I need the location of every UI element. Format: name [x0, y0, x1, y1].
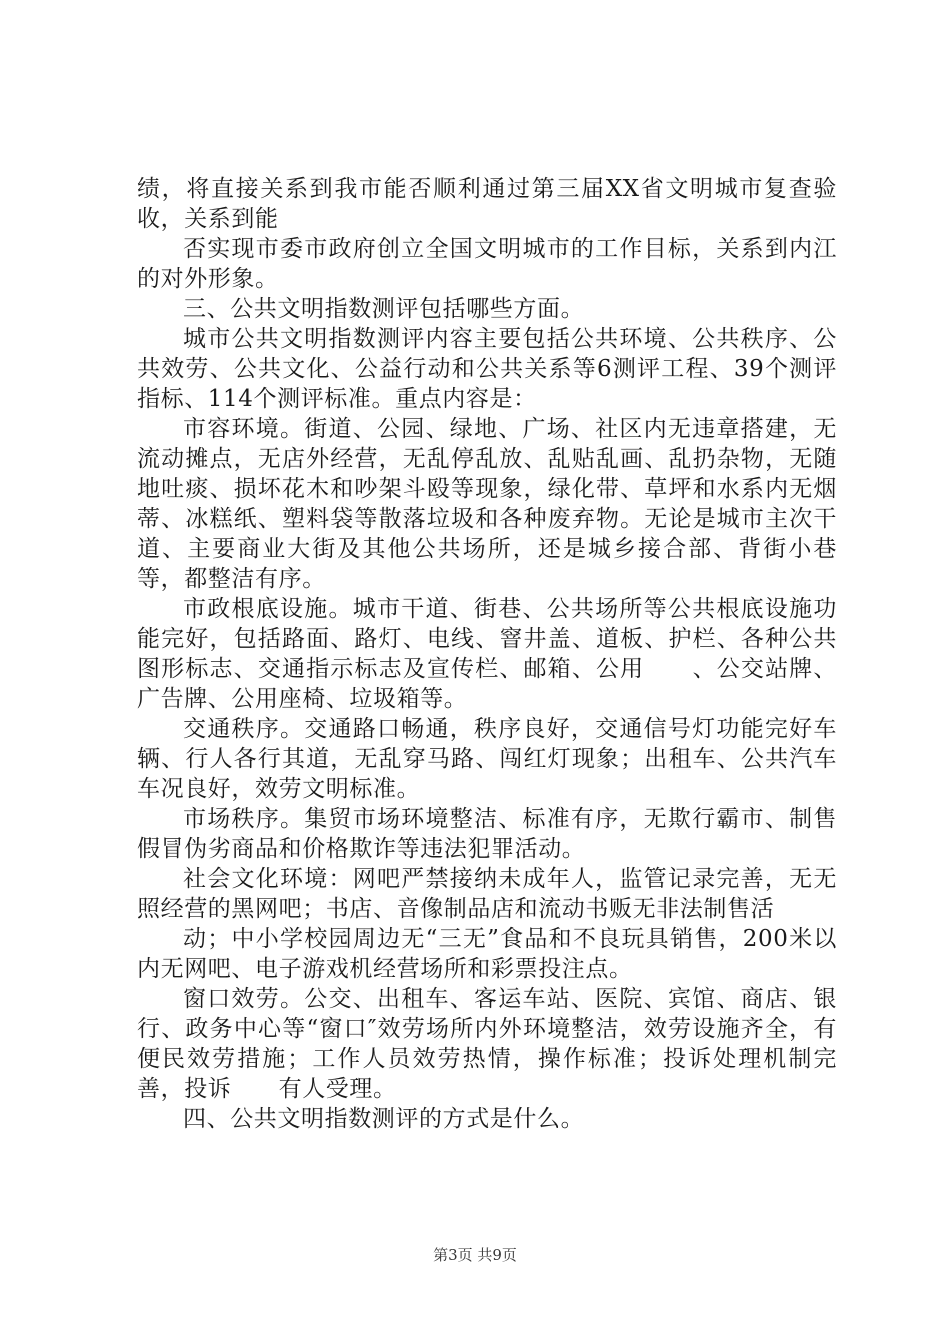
- paragraph: 市场秩序。集贸市场环境整洁、标准有序，无欺行霸市、制售假冒伪劣商品和价格欺诈等违法犯罪活动。: [137, 806, 837, 862]
- paragraph: 市容环境。街道、公园、绿地、广场、社区内无违章搭建，无流动摊点，无店外经营，无乱停乱放、乱贴乱画、乱扔杂物，无随地吐痰、损坏花木和吵架斗殴等现象，绿化带、草坪和水系内无烟蒂、冰糕纸、塑料袋等散落垃圾和各种废弃物。无论是城市主次干道、主要商业大街及其他公共场所，还是城乡接合部、背街小巷等，都整洁有序。: [137, 416, 837, 592]
- paragraph: 社会文化环境：网吧严禁接纳未成年人，监管记录完善，无无照经营的黑网吧；书店、音像制品店和流动书贩无非法制售活: [137, 866, 837, 922]
- paragraph: 绩，将直接关系到我市能否顺利通过第三届XX省文明城市复查验收，关系到能: [137, 176, 837, 232]
- paragraph: 窗口效劳。公交、出租车、客运车站、医院、宾馆、商店、银行、政务中心等“窗口″效劳场所内外环境整洁，效劳设施齐全，有便民效劳措施；工作人员效劳热情，操作标准；投诉处理机制完善，投诉 有人受理。: [137, 986, 837, 1102]
- paragraph: 否实现市委市政府创立全国文明城市的工作目标，关系到内江的对外形象。: [137, 236, 837, 292]
- paragraph: 动；中小学校园周边无“三无”食品和不良玩具销售，200米以内无网吧、电子游戏机经营场所和彩票投注点。: [137, 926, 837, 982]
- section-heading: 三、公共文明指数测评包括哪些方面。: [183, 296, 585, 322]
- section-heading: 四、公共文明指数测评的方式是什么。: [183, 1106, 585, 1132]
- paragraph: 交通秩序。交通路口畅通，秩序良好，交通信号灯功能完好车辆、行人各行其道，无乱穿马路、闯红灯现象；出租车、公共汽车车况良好，效劳文明标准。: [137, 716, 837, 802]
- page-number-footer: 第3页 共9页: [433, 1246, 517, 1264]
- paragraph: 城市公共文明指数测评内容主要包括公共环境、公共秩序、公共效劳、公共文化、公益行动和公共关系等6测评工程、39个测评指标、114个测评标准。重点内容是：: [137, 326, 837, 412]
- paragraph: 市政根底设施。城市干道、街巷、公共场所等公共根底设施功能完好，包括路面、路灯、电线、窨井盖、道板、护栏、各种公共图形标志、交通指示标志及宣传栏、邮箱、公用 、公交站牌、广告牌、公用座椅、垃圾箱等。: [137, 596, 837, 712]
- document-body: [137, 174, 837, 1134]
